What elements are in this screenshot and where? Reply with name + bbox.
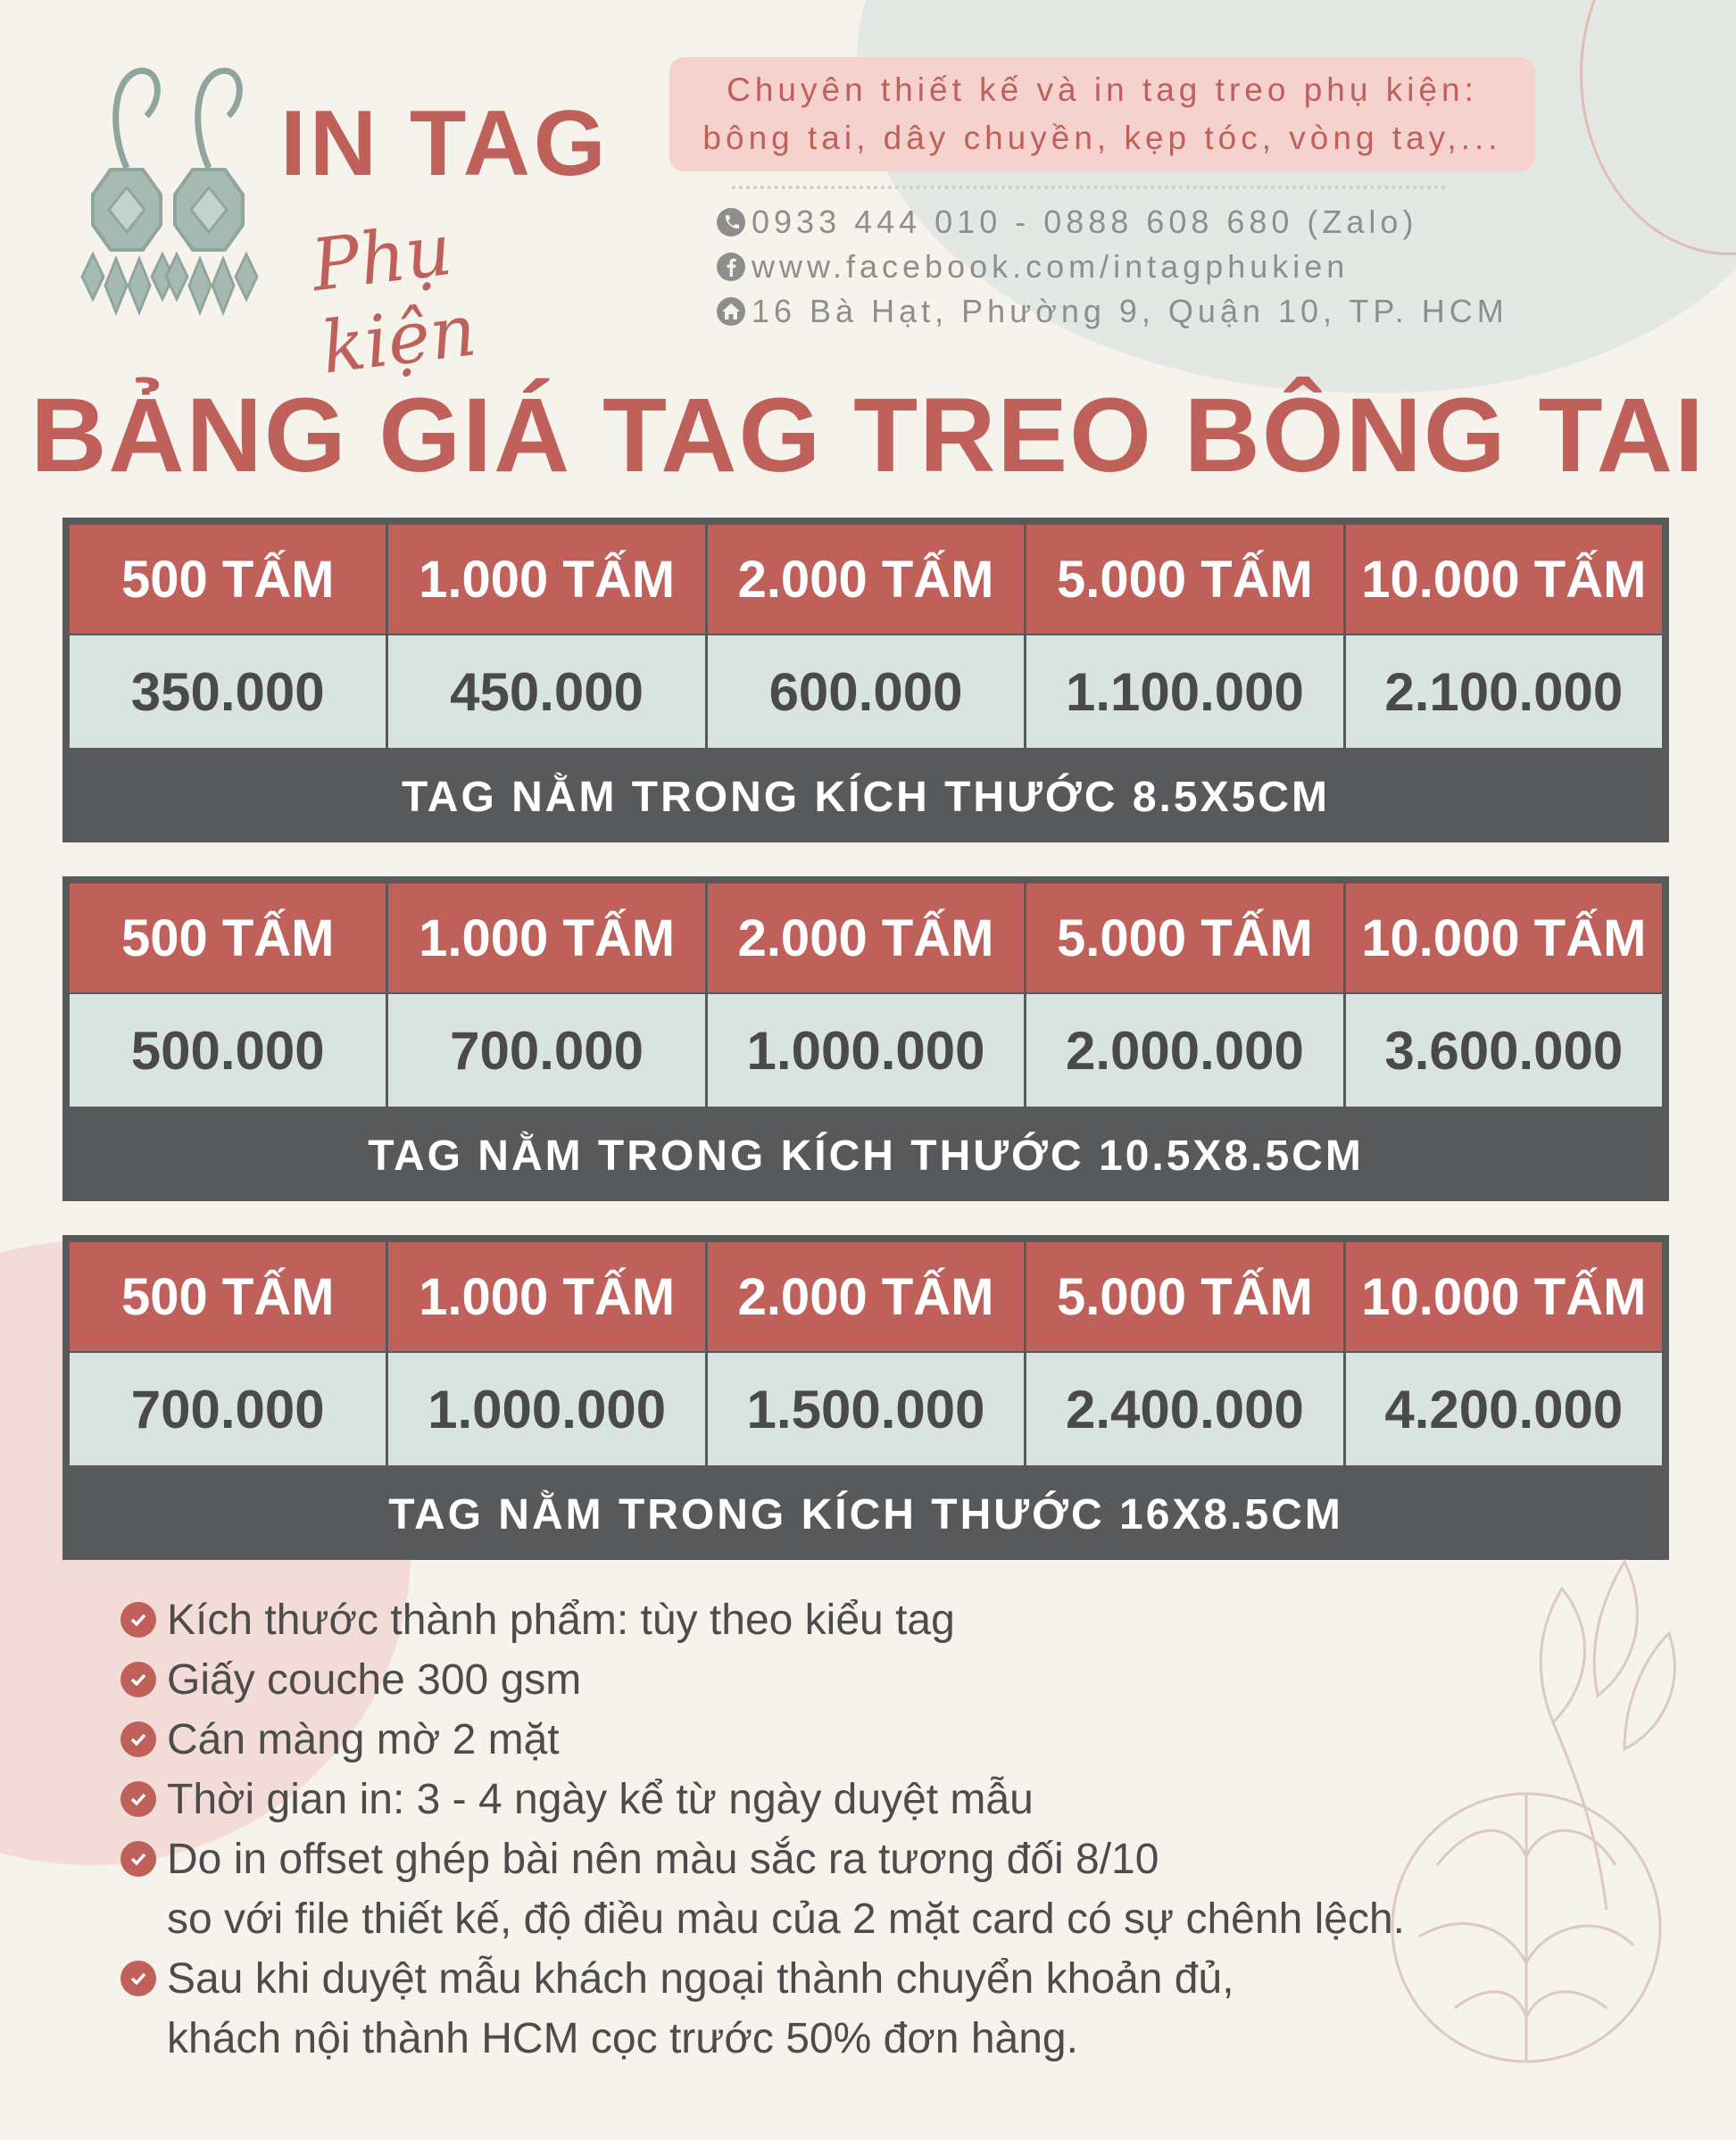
logo — [75, 62, 628, 390]
list-item — [120, 1710, 1638, 1770]
price-cell: 4.200.000 — [1346, 1353, 1662, 1465]
price-cell: 450.000 — [388, 635, 704, 748]
list-item — [120, 1829, 1638, 1949]
quantity-cell: 10.000 TẤM — [1346, 525, 1662, 634]
size-note: TAG NẰM TRONG KÍCH THƯỚC 10.5X8.5CM — [368, 1132, 1364, 1180]
check-icon — [120, 1781, 156, 1817]
quantity-cell: 500 TẤM — [70, 883, 386, 992]
check-icon — [120, 1662, 156, 1697]
price-cell: 1.100.000 — [1026, 635, 1342, 748]
quantity-cell: 2.000 TẤM — [708, 1242, 1024, 1351]
price-cell: 2.000.000 — [1026, 994, 1342, 1107]
contact-facebook — [716, 246, 1519, 287]
price-cell: 700.000 — [70, 1353, 386, 1465]
quantity-cell: 2.000 TẤM — [708, 883, 1024, 992]
price-cell: 1.000.000 — [388, 1353, 704, 1465]
check-icon — [120, 1841, 156, 1877]
price-row — [70, 1353, 1662, 1465]
phone-text: 0933 444 010 - 0888 608 680 (Zalo) — [752, 203, 1418, 240]
quantity-cell: 10.000 TẤM — [1346, 883, 1662, 992]
price-row — [70, 994, 1662, 1107]
tagline-box — [669, 57, 1535, 171]
size-note: TAG NẰM TRONG KÍCH THƯỚC 16X8.5CM — [388, 1490, 1343, 1539]
check-icon — [120, 1602, 156, 1638]
contact-address — [716, 291, 1519, 332]
phone-icon — [716, 207, 746, 237]
price-cell: 350.000 — [70, 635, 386, 748]
price-table-2 — [62, 876, 1669, 1201]
earring-icon — [75, 62, 280, 321]
quantity-cell: 2.000 TẤM — [708, 525, 1024, 634]
quantity-row — [70, 1242, 1662, 1351]
list-item — [120, 1770, 1638, 1829]
price-cell: 2.100.000 — [1346, 635, 1662, 748]
quantity-row — [70, 883, 1662, 992]
notes-list — [120, 1590, 1638, 2069]
quantity-cell: 5.000 TẤM — [1026, 1242, 1342, 1351]
price-row — [70, 635, 1662, 748]
price-cell: 2.400.000 — [1026, 1353, 1342, 1465]
tagline-line-1: Chuyên thiết kế và in tag treo phụ kiện: — [727, 71, 1478, 108]
tagline-line-2: bông tai, dây chuyền, kẹp tóc, vòng tay,... — [702, 120, 1502, 156]
facebook-text: www.facebook.com/intagphukien — [752, 248, 1350, 285]
list-item — [120, 1590, 1638, 1650]
dotted-divider — [732, 186, 1446, 189]
note-text: Do in offset ghép bài nên màu sắc ra tương đối 8/10 so với file thiết kế, độ điều màu của 2 mặt card có sự chênh lệch. — [167, 1836, 1405, 1943]
brand-subtitle: Phụ kiện — [306, 207, 481, 390]
note-text: Kích thước thành phẩm: tùy theo kiểu tag — [167, 1597, 955, 1644]
home-icon — [716, 296, 746, 327]
list-item — [120, 1650, 1638, 1710]
facebook-icon — [716, 252, 746, 282]
contact-phone — [716, 202, 1519, 243]
quantity-cell: 10.000 TẤM — [1346, 1242, 1662, 1351]
quantity-cell: 1.000 TẤM — [388, 883, 704, 992]
price-cell: 1.000.000 — [708, 994, 1024, 1107]
price-cell: 3.600.000 — [1346, 994, 1662, 1107]
address-text: 16 Bà Hạt, Phường 9, Quận 10, TP. HCM — [752, 293, 1508, 329]
price-cell: 600.000 — [708, 635, 1024, 748]
price-cell: 700.000 — [388, 994, 704, 1107]
brand-name: IN TAG — [280, 92, 610, 195]
quantity-cell: 1.000 TẤM — [388, 1242, 704, 1351]
quantity-cell: 500 TẤM — [70, 1242, 386, 1351]
note-text: Thời gian in: 3 - 4 ngày kể từ ngày duyệt mẫu — [167, 1776, 1034, 1823]
price-table-1 — [62, 518, 1669, 842]
price-cell: 1.500.000 — [708, 1353, 1024, 1465]
price-table-3 — [62, 1235, 1669, 1560]
check-icon — [120, 1721, 156, 1757]
price-cell: 500.000 — [70, 994, 386, 1107]
quantity-cell: 5.000 TẤM — [1026, 883, 1342, 992]
quantity-cell: 5.000 TẤM — [1026, 525, 1342, 634]
note-text: Sau khi duyệt mẫu khách ngoại thành chuyển khoản đủ, khách nội thành HCM cọc trước 50% đơn hàng. — [167, 1955, 1234, 2062]
note-text: Cán màng mờ 2 mặt — [167, 1716, 560, 1763]
list-item — [120, 1949, 1638, 2069]
quantity-cell: 500 TẤM — [70, 525, 386, 634]
check-icon — [120, 1961, 156, 1996]
quantity-cell: 1.000 TẤM — [388, 525, 704, 634]
note-text: Giấy couche 300 gsm — [167, 1656, 582, 1704]
size-note: TAG NẰM TRONG KÍCH THƯỚC 8.5X5CM — [402, 773, 1330, 821]
quantity-row — [70, 525, 1662, 634]
page-title: BẢNG GIÁ TAG TREO BÔNG TAI — [30, 377, 1706, 494]
